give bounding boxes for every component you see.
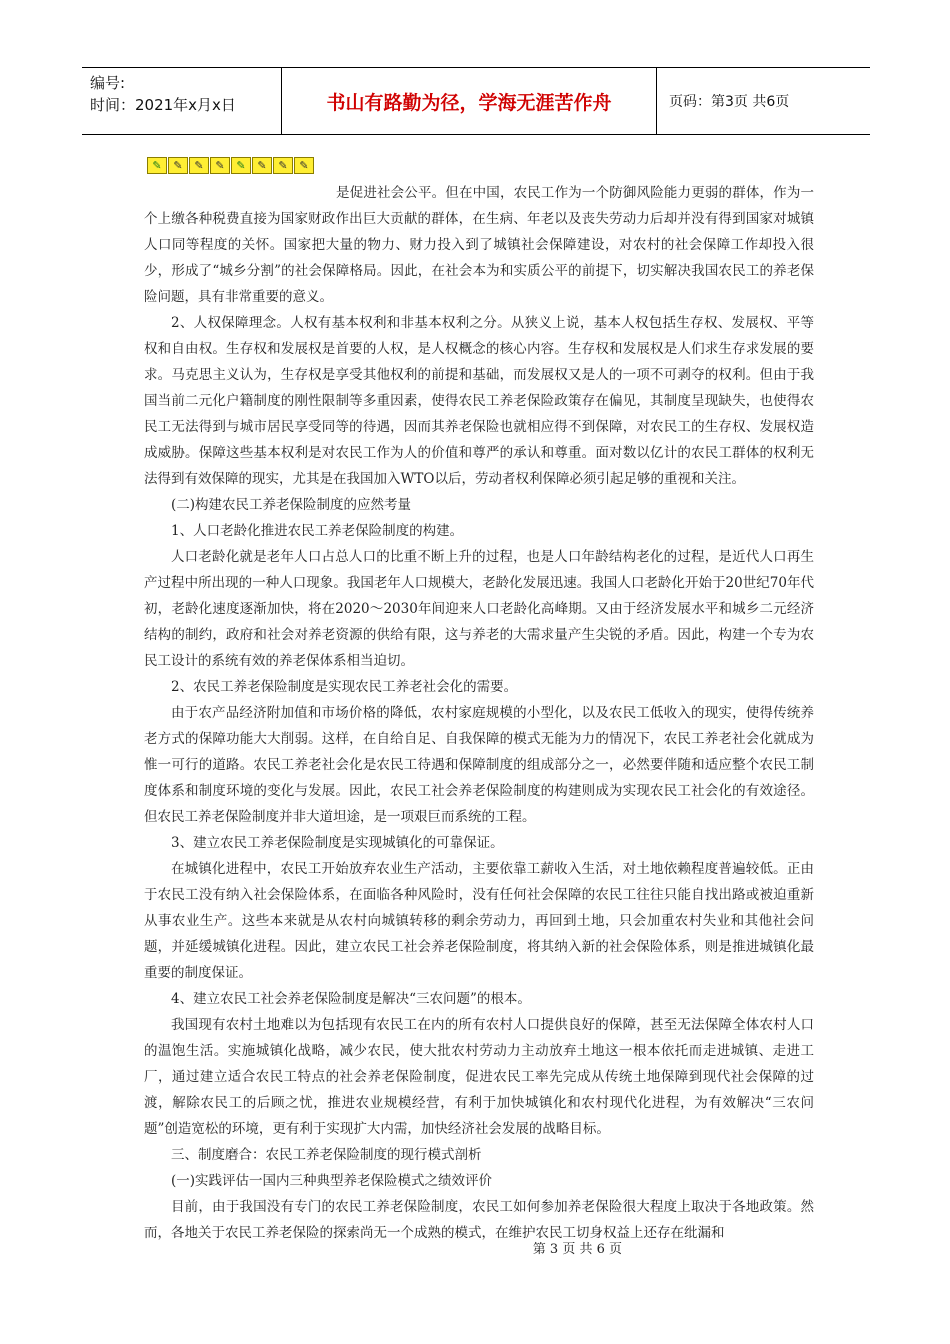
number-label: 编号: xyxy=(90,74,126,92)
paragraph: 目前，由于我国没有专门的农民工养老保险制度，农民工如何参加养老保险很大程度上取决于各地政策。然而，各地关于农民工养老保险的探索尚无一个成熟的模式，在维护农民工切身权益上还存在纰漏和 xyxy=(144,1199,814,1241)
section-heading: (二)构建农民工养老保险制度的应然考量 xyxy=(171,497,412,513)
subsection-heading: (一)实践评估一国内三种典型养老保险模式之绩效评价 xyxy=(171,1173,493,1189)
section-heading: 三、制度磨合：农民工养老保险制度的现行模式剖析 xyxy=(171,1147,482,1163)
pencil-icon: ✎ xyxy=(273,157,293,174)
pencil-icon: ✎ xyxy=(147,157,167,174)
subsection-heading: 2、农民工养老保险制度是实现农民工养老社会化的需要。 xyxy=(171,679,518,695)
header-motto: 书山有路勤为径，学海无涯苦作舟 xyxy=(282,68,657,134)
pencil-icon: ✎ xyxy=(231,157,251,174)
pencil-icon: ✎ xyxy=(189,157,209,174)
paragraph: 在城镇化进程中，农民工开始放弃农业生产活动，主要依靠工薪收入生活，对土地依赖程度普遍较低。正由于农民工没有纳入社会保险体系，在面临各种风险时，没有任何社会保障的农民工往往只能自找出路或被迫重新从事农业生产。这些本来就是从农村向城镇转移的剩余劳动力，再回到土地，只会加重农村失业和其他社会问题，并延缓城镇化进程。因此，建立农民工社会养老保险制度，将其纳入新的社会保险体系，则是推进城镇化最重要的制度保证。 xyxy=(144,861,814,981)
pencil-icon: ✎ xyxy=(168,157,188,174)
document-body xyxy=(144,180,814,1246)
subsection-heading: 3、建立农民工养老保险制度是实现城镇化的可靠保证。 xyxy=(171,835,504,851)
paragraph: 2、人权保障理念。人权有基本权利和非基本权利之分。从狭义上说，基本人权包括生存权、发展权、平等权和自由权。生存权和发展权是首要的人权，是人权概念的核心内容。生存权和发展权是人们求生存求发展的要求。马克思主义认为，生存权是享受其他权利的前提和基础，而发展权又是人的一项不可剥夺的权利。但由于我国当前二元化户籍制度的刚性限制等多重因素，使得农民工养老保险政策存在偏见，其制度呈现缺失，也使得农民工无法得到与城市居民享受同等的待遇，因而其养老保险也就相应得不到保障，对农民工的生存权、发展权造成威胁。保障这些基本权利是对农民工作为人的价值和尊严的承认和尊重。面对数以亿计的农民工群体的权利无法得到有效保障的现实，尤其是在我国加入WTO以后，劳动者权利保障必须引起足够的重视和关注。 xyxy=(144,315,814,487)
header-meta xyxy=(82,68,282,134)
decorative-icon-strip xyxy=(147,157,315,174)
subsection-heading: 4、建立农民工社会养老保险制度是解决“三农问题”的根本。 xyxy=(171,991,531,1007)
pencil-icon: ✎ xyxy=(294,157,314,174)
paragraph: 是促进社会公平。但在中国，农民工作为一个防御风险能力更弱的群体，作为一个上缴各种税费直接为国家财政作出巨大贡献的群体，在生病、年老以及丧失劳动力后却并没有得到国家对城镇人口同等程度的关怀。国家把大量的物力、财力投入到了城镇社会保障建设，对农村的社会保障工作却投入很少，形成了“城乡分割”的社会保障格局。因此，在社会本为和实质公平的前提下，切实解决我国农民工的养老保险问题，具有非常重要的意义。 xyxy=(144,185,814,305)
pencil-icon: ✎ xyxy=(210,157,230,174)
subsection-heading: 1、人口老龄化推进农民工养老保险制度的构建。 xyxy=(171,523,464,539)
pencil-icon: ✎ xyxy=(252,157,272,174)
page-footer: 第 3 页 共 6 页 xyxy=(532,1242,622,1257)
paragraph: 由于农产品经济附加值和市场价格的降低，农村家庭规模的小型化，以及农民工低收入的现实，使得传统养老方式的保障功能大大削弱。这样，在自给自足、自我保障的模式无能为力的情况下，农民工养老社会化就成为惟一可行的道路。农民工养老社会化是农民工待遇和保障制度的组成部分之一，必然要伴随和适应整个农民工制度体系和制度环境的变化与发展。因此，农民工社会养老保险制度的构建则成为实现农民工社会化的有效途径。但农民工养老保险制度并非大道坦途，是一项艰巨而系统的工程。 xyxy=(144,705,814,825)
time-label: 时间：2021年x月x日 xyxy=(90,96,236,114)
paragraph: 我国现有农村土地难以为包括现有农民工在内的所有农村人口提供良好的保障，甚至无法保障全体农村人口的温饱生活。实施城镇化战略，减少农民，使大批农村劳动力主动放弃土地这一根本依托而走进城镇、走进工厂，通过建立适合农民工特点的社会养老保险制度，促进农民工率先完成从传统土地保障到现代社会保障的过渡，解除农民工的后顾之忧，推进农业规模经营，有利于加快城镇化和农村现代化进程，为有效解决“三农问题”创造宽松的环境，更有利于实现扩大内需，加快经济社会发展的战略目标。 xyxy=(144,1017,814,1137)
paragraph: 人口老龄化就是老年人口占总人口的比重不断上升的过程，也是人口年龄结构老化的过程，是近代人口再生产过程中所出现的一种人口现象。我国老年人口规模大，老龄化发展迅速。我国人口老龄化开始于20世纪70年代初，老龄化速度逐渐加快，将在2020～2030年间迎来人口老龄化高峰期。又由于经济发展水平和城乡二元经济结构的制约，政府和社会对养老资源的供给有限，这与养老的大需求量产生尖锐的矛盾。因此，构建一个专为农民工设计的系统有效的养老保体系相当迫切。 xyxy=(144,549,814,669)
page-header xyxy=(82,67,870,135)
header-page-info: 页码：第3页 共6页 xyxy=(669,94,790,110)
